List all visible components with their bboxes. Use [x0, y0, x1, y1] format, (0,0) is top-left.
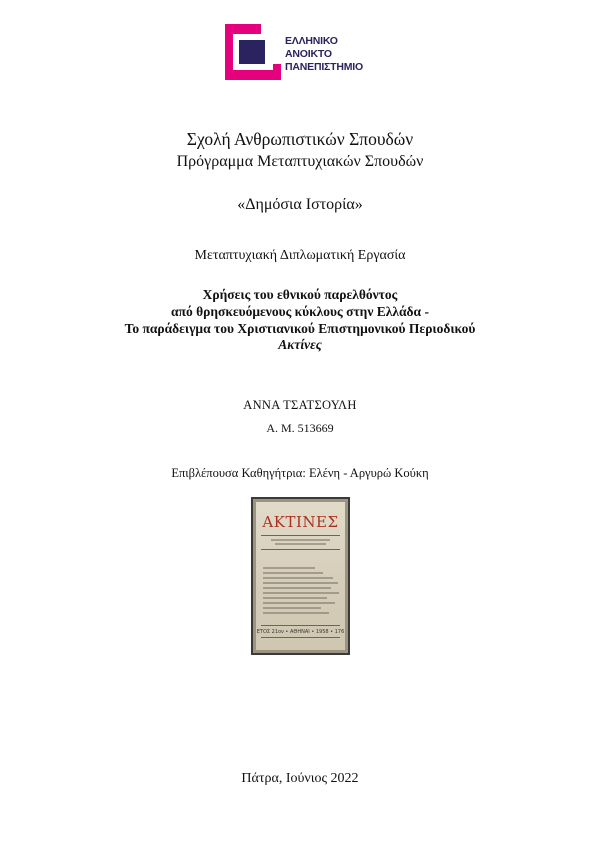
school-name: Σχολή Ανθρωπιστικών Σπουδών	[186, 129, 414, 149]
eap-logo-icon	[225, 24, 281, 80]
thesis-type: Μεταπτυχιακή Διπλωματική Εργασία	[194, 248, 406, 263]
journal-cover-image	[251, 497, 350, 655]
title-journal-name: Ακτίνες	[278, 337, 322, 352]
author-name: ΑΝΝΑ ΤΣΑΤΣΟΥΛΗ	[243, 398, 357, 412]
title-line: Χρήσεις του εθνικού παρελθόντος	[202, 287, 398, 302]
logo-line: ΑΝΟΙΚΤΟ	[285, 48, 332, 60]
title-line: Το παράδειγμα του Χριστιανικού Επιστημονικού Περιοδικού	[124, 321, 476, 336]
supervisor: Επιβλέπουσα Καθηγήτρια: Ελένη - Αργυρώ Κούκη	[171, 466, 429, 480]
program-name: Πρόγραμμα Μεταπτυχιακών Σπουδών	[176, 153, 424, 170]
logo-line: ΕΛΛΗΝΙΚΟ	[285, 35, 338, 47]
specialty-name: «Δημόσια Ιστορία»	[237, 196, 363, 213]
logo-wordmark	[285, 35, 363, 74]
cover-title: ΑΚΤΙΝΕΣ	[262, 513, 339, 531]
registration-number: Α. Μ. 513669	[266, 421, 334, 435]
place-date: Πάτρα, Ιούνιος 2022	[241, 771, 359, 786]
logo-line: ΠΑΝΕΠΙΣΤΗΜΙΟ	[285, 61, 363, 73]
thesis-title	[0, 286, 600, 337]
title-line: από θρησκευόμενους κύκλους στην Ελλάδα -	[171, 304, 429, 319]
cover-footer: ΕΤΟΣ 21ον • ΑΘΗΝΑΙ • 1958 • 176	[256, 629, 345, 635]
university-logo	[225, 24, 375, 84]
